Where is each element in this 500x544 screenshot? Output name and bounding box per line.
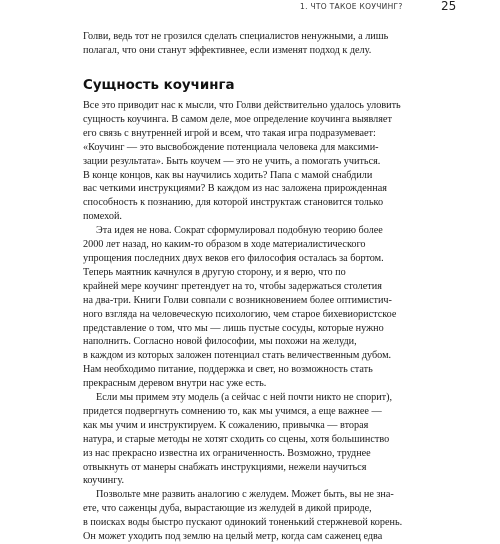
text-line: на два-три. Книги Голви совпали с возникновением более оптимистич- (83, 294, 392, 306)
text-line: зации результата». Быть коучем — это не учить, а помогать учиться. (83, 155, 381, 167)
text-line: помехой. (83, 211, 122, 223)
text-line: из нас прекрасно известна их ограниченность. Возможно, труднее (83, 447, 371, 459)
text-line: отвыкнуть от манеры снабжать инструкциями, нежели научиться (83, 461, 367, 473)
text-line: Он может уходить под землю на целый метр, когда сам саженец едва (83, 531, 383, 543)
text-line: вас четкими инструкциями? В каждом из нас заложена прирожденная (83, 183, 387, 195)
page-number: 25 (441, 0, 457, 13)
text-line: его связь с внутренней игрой и всем, что такая игра подразумевает: (83, 127, 376, 139)
text-line: В конце концов, как вы научились ходить? Папа с мамой снабдили (83, 169, 373, 181)
text-line: как мы учим и инструктируем. К сожалению, привычка — вторая (83, 419, 369, 431)
text-line: ете, что саженцы дуба, вырастающие из желудей в дикой природе, (83, 503, 372, 515)
text-line: «Коучинг — это высвобождение потенциала человека для максими- (83, 141, 379, 153)
text-line: натура, и старые методы не хотят сходить со сцены, хотя большинство (83, 433, 390, 445)
text-line: сущность коучинга. В самом деле, мое определение коучинга выявляет (83, 113, 392, 125)
section-heading: Сущность коучинга (83, 78, 235, 93)
text-line: наполнить. Согласно новой философии, мы похожи на желуди, (83, 336, 357, 348)
text-line: Эта идея не нова. Сократ сформулировал подобную теорию более (96, 225, 383, 237)
text-line: Все это приводит нас к мысли, что Голви действительно удалось уловить (83, 100, 401, 111)
text-line: Позвольте мне развить аналогию с желудем. Может быть, вы не зна- (96, 489, 394, 501)
paragraph-3 (83, 391, 423, 488)
text-line: Нам необходимо питание, поддержка и свет, но возможность стать (83, 364, 373, 376)
text-line: ного взгляда на человеческую психологию, чем старое бихевиористское (83, 308, 397, 320)
paragraph-2 (83, 224, 423, 391)
text-line: Теперь маятник качнулся в другую сторону, и я верю, что по (83, 266, 346, 278)
text-line: способность к познанию, для которой инструктаж становится только (83, 197, 384, 209)
text-line: коучингу. (83, 475, 125, 487)
section-body (83, 99, 423, 544)
text-line: 2000 лет назад, но каким-то образом в ходе материалистического (83, 239, 366, 251)
text-line: крайней мере коучинг претендует на то, чтобы задержаться столетия (83, 280, 382, 292)
text-line: упрощения последних двух веков его философия осталась за бортом. (83, 252, 384, 264)
text-line: Если мы примем эту модель (а сейчас с ней почти никто не спорит), (96, 392, 393, 404)
paragraph-1 (83, 99, 423, 224)
text-line: полагал, что они станут эффективнее, если изменят подход к делу. (83, 44, 372, 56)
running-title: 1. ЧТО ТАКОЕ КОУЧИНГ? (300, 2, 403, 11)
text-line: Голви, ведь тот не грозился сделать специалистов ненужными, а лишь (83, 31, 389, 42)
text-line: в каждом из которых заложен потенциал стать величественным дубом. (83, 350, 392, 362)
paragraph-4 (83, 488, 423, 544)
intro-paragraph (83, 30, 423, 58)
text-line: представление о том, что мы — лишь пустые сосуды, которые нужно (83, 322, 384, 334)
text-line: в поисках воды быстро пускают одинокий тоненький стержневой корень. (83, 517, 403, 529)
text-line: прекрасным деревом внутри нас уже есть. (83, 378, 267, 390)
text-line: придется подвергнуть сомнению то, как мы учимся, а еще важнее — (83, 405, 382, 417)
